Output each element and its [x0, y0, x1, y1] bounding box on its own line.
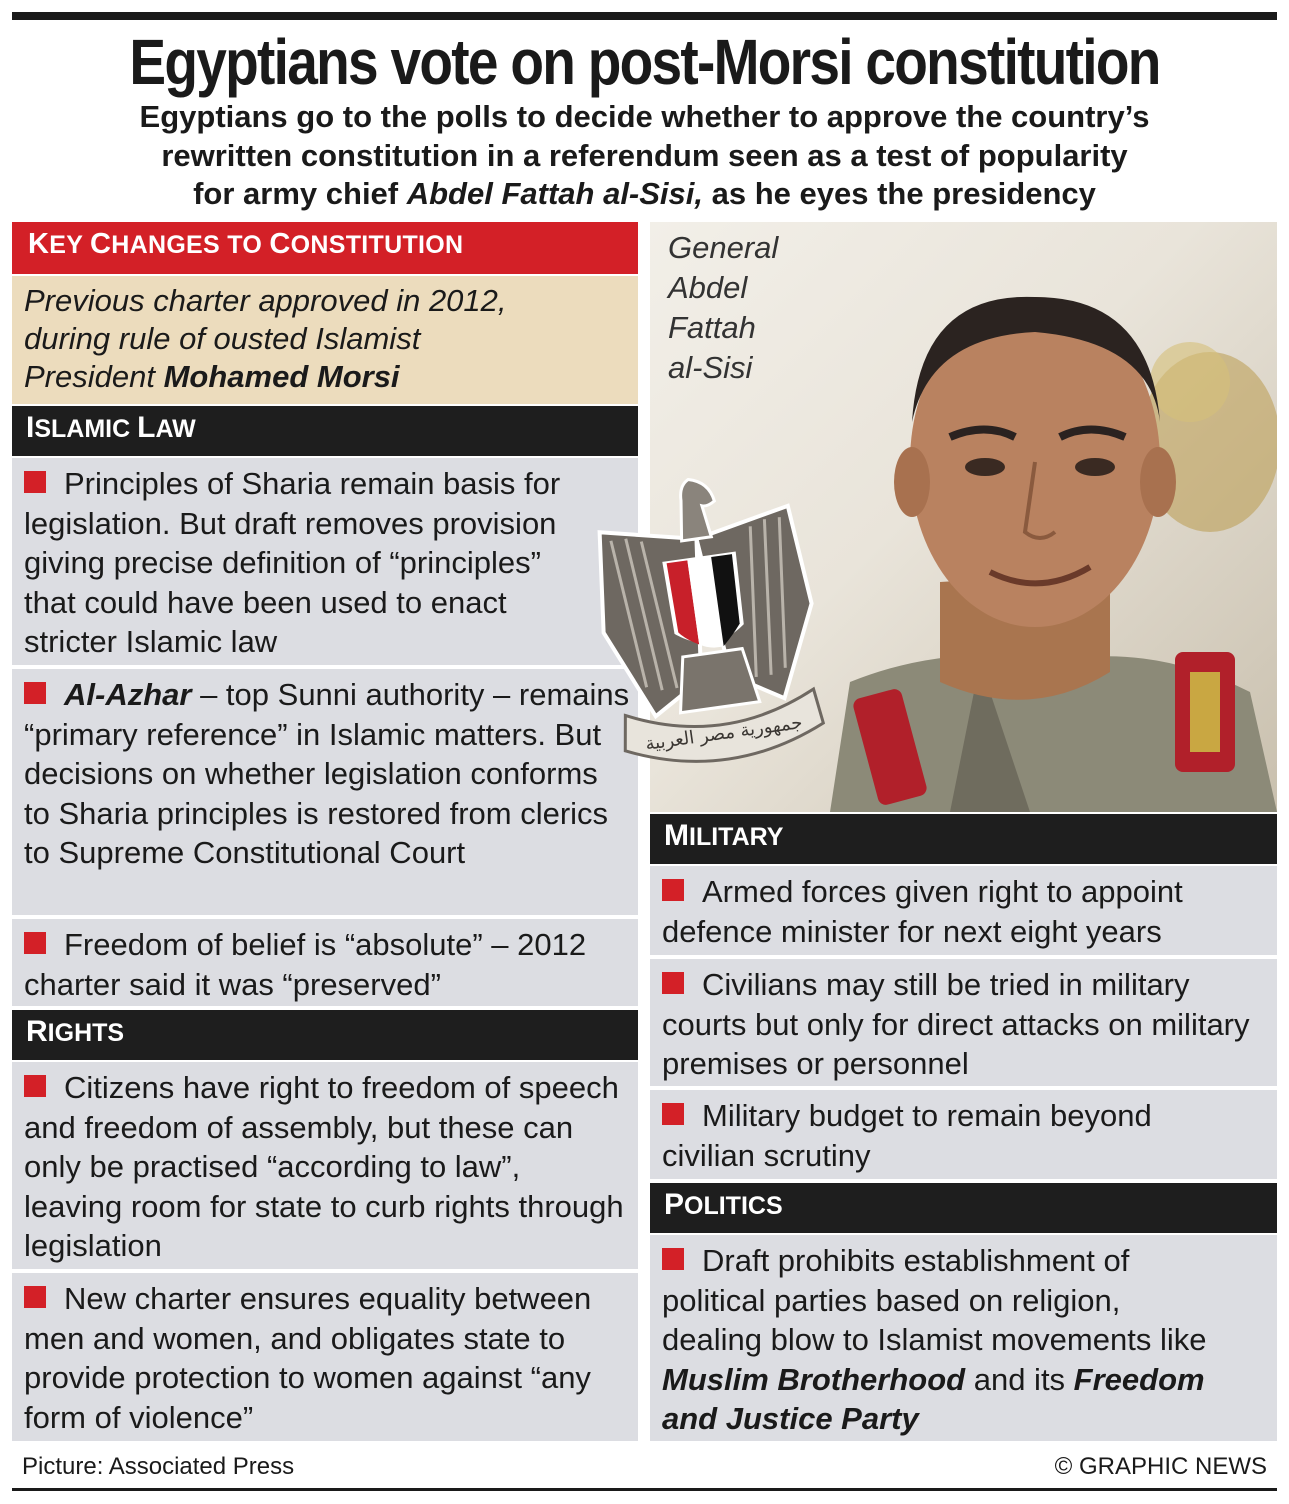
- bullet-square-icon: [24, 682, 46, 704]
- subtitle-text: for army chief: [193, 176, 407, 211]
- item-text: Principles of Sharia remain basis for legislation. But draft removes provision giving precise definition of “principles” that could have been used to enact stricter Islamic law: [24, 466, 561, 659]
- caption-line: al-Sisi: [668, 350, 753, 385]
- caption-line: General: [668, 230, 779, 265]
- list-item: [12, 919, 638, 1008]
- subtitle-line: [40, 175, 1249, 214]
- item-text: Armed forces given right to appoint defence minister for next eight years: [662, 874, 1183, 949]
- item-text: and its: [965, 1361, 1074, 1397]
- header-text: AW: [155, 415, 196, 443]
- list-item: [650, 959, 1277, 1088]
- intro-name: Mohamed Morsi: [163, 359, 400, 394]
- item-text: Military budget to remain beyond civilian scrutiny: [662, 1098, 1152, 1173]
- list-item: [650, 1235, 1277, 1443]
- emblem-scroll-text: جمهورية مصر العربية: [643, 712, 804, 755]
- section-header-politics: [650, 1183, 1277, 1233]
- bullet-square-icon: [24, 471, 46, 493]
- list-item: [12, 458, 638, 667]
- list-item: [12, 1273, 638, 1443]
- header-text: EY: [49, 231, 90, 259]
- list-item: [650, 866, 1277, 957]
- item-text: – top Sunni authority – remains “primary reference” in Islamic matters. But decisions on whether legislation conforms to Sharia principles is restored from clerics to Supreme Constitutional Court: [24, 677, 630, 870]
- item-text: Freedom of belief is “absolute” – 2012 charter said it was “preserved”: [24, 927, 587, 1002]
- bullet-square-icon: [662, 1248, 684, 1270]
- intro-line: during rule of ousted Islamist: [24, 321, 421, 356]
- bullet-square-icon: [662, 972, 684, 994]
- list-item: [650, 1090, 1277, 1181]
- header-text: SLAMIC: [34, 415, 138, 443]
- item-emphasis: Al-Azhar: [64, 677, 192, 712]
- bullet-square-icon: [24, 1075, 46, 1097]
- bullet-square-icon: [662, 879, 684, 901]
- subtitle-line: Egyptians go to the polls to decide whether to approve the country’s: [139, 99, 1150, 134]
- header-text: C: [90, 228, 112, 260]
- item-text: New charter ensures equality between men and women, and obligates state to provide protection to women against “any form of violence”: [24, 1281, 592, 1435]
- item-emphasis: Muslim Brotherhood: [662, 1361, 966, 1397]
- header-text: C: [269, 228, 291, 260]
- intro-text: President: [24, 359, 164, 394]
- key-changes-header: [12, 222, 638, 274]
- header-text: ONSTITUTION: [290, 231, 464, 259]
- list-item: [12, 669, 638, 917]
- subtitle-line: rewritten constitution in a referendum seen as a test of popularity: [161, 137, 1128, 173]
- header-text: ILITARY: [689, 823, 784, 851]
- section-header-rights: [12, 1010, 638, 1060]
- intro-line: [24, 358, 638, 396]
- caption-line: Fattah: [668, 310, 756, 345]
- intro-line: Previous charter approved in 2012,: [24, 283, 507, 318]
- header-text: R: [26, 1015, 48, 1048]
- item-text: Draft prohibits establishment of political parties based on religion, dealing blow to Islamist movements like: [662, 1243, 1207, 1357]
- page-title: Egyptians vote on post-Morsi constitution: [129, 26, 1160, 98]
- item-emphasis: Freedom and Justice Party: [662, 1361, 1205, 1436]
- subtitle-text: as he eyes the presidency: [703, 176, 1096, 211]
- header-text: OLITICS: [684, 1192, 783, 1220]
- bullet-square-icon: [24, 932, 46, 954]
- photo-caption: [668, 228, 778, 388]
- top-rule: [12, 12, 1277, 20]
- subtitle: [40, 98, 1249, 214]
- intro-box: [12, 276, 638, 404]
- header-text: IGHTS: [47, 1019, 125, 1047]
- item-text: Civilians may still be tried in military courts but only for direct attacks on military premises or personnel: [662, 967, 1250, 1081]
- photo-credit: Picture: Associated Press: [22, 1453, 295, 1480]
- bullet-square-icon: [662, 1103, 684, 1125]
- bullet-square-icon: [24, 1286, 46, 1308]
- header-text: M: [664, 819, 689, 852]
- header-text: L: [137, 411, 156, 444]
- section-header-islamic-law: [12, 406, 638, 456]
- bottom-rule: [12, 1488, 1277, 1491]
- copyright: © GRAPHIC NEWS: [1054, 1453, 1267, 1480]
- item-text: Citizens have right to freedom of speech and freedom of assembly, but these can only be practised “according to law”, leaving room for state to curb rights through legislation: [24, 1070, 624, 1263]
- subtitle-name: Abdel Fattah al-Sisi,: [406, 176, 704, 211]
- list-item: [12, 1062, 638, 1271]
- header-text: P: [664, 1188, 685, 1221]
- section-header-military: [650, 814, 1277, 864]
- header-text: HANGES TO: [111, 231, 270, 259]
- header-text: I: [26, 411, 35, 444]
- eagle-of-saladin-emblem-icon: [584, 478, 834, 778]
- caption-line: Abdel: [668, 270, 748, 305]
- header-text: K: [28, 228, 50, 260]
